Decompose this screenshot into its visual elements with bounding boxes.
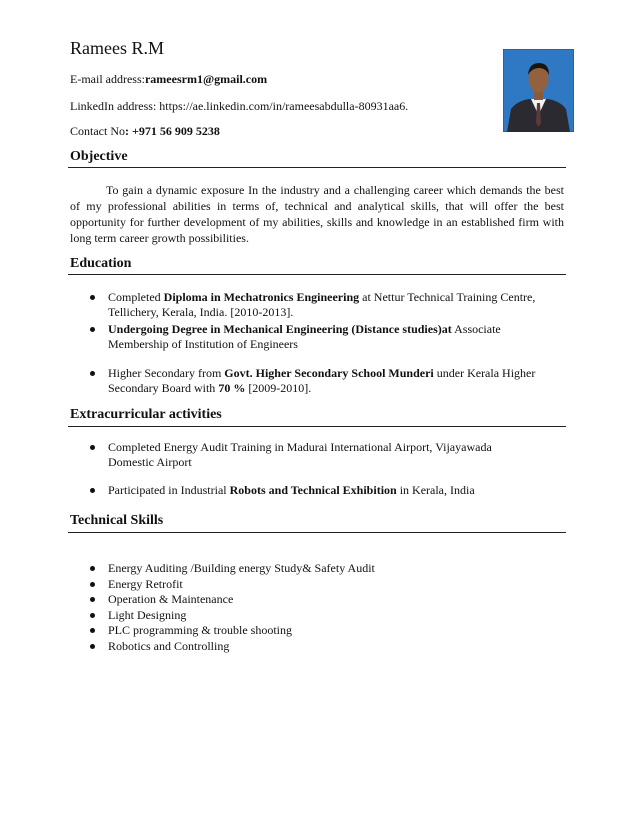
list-item: Energy Retrofit bbox=[90, 577, 560, 593]
bullet-icon bbox=[90, 644, 95, 649]
list-item: Higher Secondary from Govt. Higher Secondary School Munderi under Kerala Higher Secondary Board with 70 % [2009-2010]. bbox=[90, 366, 560, 396]
objective-heading: Objective bbox=[70, 149, 128, 164]
bullet-icon bbox=[90, 628, 95, 633]
objective-paragraph: To gain a dynamic exposure In the industry and a challenging career which demands the best of my professional abilities in terms of, technical and analytical skills, that will offer the best opportunity for further development of my abilities, skills and knowledge in an established firm with long term career growth possibilities. bbox=[70, 183, 564, 245]
profile-photo bbox=[503, 49, 574, 132]
education-list bbox=[90, 290, 560, 396]
bullet-icon bbox=[90, 488, 95, 493]
extracurricular-heading: Extracurricular activities bbox=[70, 407, 222, 422]
contact-line bbox=[70, 124, 220, 139]
email-value: rameesrm1@gmail.com bbox=[144, 72, 268, 86]
list-item: Robotics and Controlling bbox=[90, 639, 560, 655]
bullet-icon bbox=[90, 445, 95, 450]
skills-heading: Technical Skills bbox=[70, 513, 164, 528]
bullet-icon bbox=[90, 371, 95, 376]
bullet-icon bbox=[90, 566, 95, 571]
list-item: Completed Diploma in Mechatronics Engineering at Nettur Technical Training Centre, Tellichery, Kerala, India. [2010-2013]. bbox=[90, 290, 560, 320]
contact-value: : +971 56 909 5238 bbox=[125, 124, 220, 138]
contact-label: Contact No bbox=[70, 124, 125, 138]
education-divider bbox=[68, 274, 566, 275]
education-heading: Education bbox=[70, 256, 132, 271]
bullet-icon bbox=[90, 327, 95, 332]
bullet-icon bbox=[90, 613, 95, 618]
list-item: PLC programming & trouble shooting bbox=[90, 623, 560, 639]
bullet-icon bbox=[90, 582, 95, 587]
email-line bbox=[70, 72, 267, 87]
bullet-icon bbox=[90, 597, 95, 602]
list-item: Undergoing Degree in Mechanical Engineering (Distance studies)at Associate Membership of Institution of Engineers bbox=[90, 322, 560, 352]
skills-list bbox=[90, 561, 560, 655]
bullet-icon bbox=[90, 295, 95, 300]
objective-divider bbox=[68, 167, 566, 168]
email-label: E-mail address: bbox=[70, 72, 145, 86]
extracurricular-list bbox=[90, 440, 560, 498]
skills-divider bbox=[68, 532, 566, 533]
list-item: Energy Auditing /Building energy Study& Safety Audit bbox=[90, 561, 560, 577]
list-item: Participated in Industrial Robots and Technical Exhibition in Kerala, India bbox=[90, 483, 560, 498]
list-item: Completed Energy Audit Training in Madurai International Airport, Vijayawada Domestic Airport bbox=[90, 440, 560, 470]
list-item: Operation & Maintenance bbox=[90, 592, 560, 608]
candidate-name: Ramees R.M bbox=[70, 38, 164, 58]
objective-text bbox=[70, 182, 564, 246]
list-item: Light Designing bbox=[90, 608, 560, 624]
linkedin-line: LinkedIn address: https://ae.linkedin.com/in/rameesabdulla-80931aa6. bbox=[70, 99, 409, 113]
extracurricular-divider bbox=[68, 426, 566, 427]
